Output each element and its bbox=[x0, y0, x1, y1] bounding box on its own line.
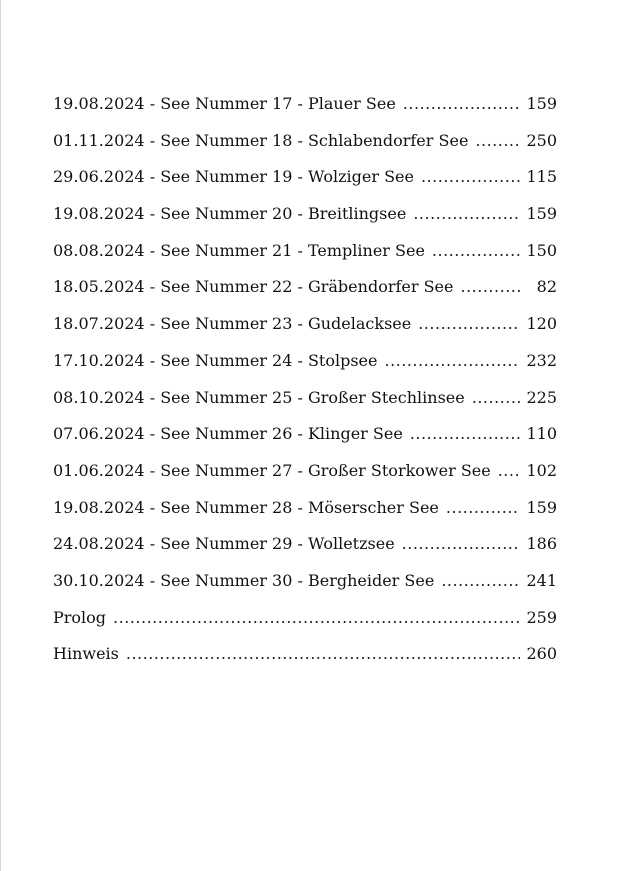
toc-dot-leader bbox=[385, 351, 521, 370]
toc-dot-leader bbox=[475, 131, 520, 150]
toc-entry-label: 08.10.2024 - See Nummer 25 - Großer Stechlinsee bbox=[53, 387, 465, 407]
toc-entry-label: 18.07.2024 - See Nummer 23 - Gudelacksee bbox=[53, 314, 412, 334]
toc-entry bbox=[53, 388, 557, 425]
toc-dot-leader bbox=[472, 388, 521, 407]
toc-page-number: 260 bbox=[526, 644, 557, 664]
toc-entry bbox=[53, 94, 557, 131]
toc-entry bbox=[53, 314, 557, 351]
toc-entry-label: 29.06.2024 - See Nummer 19 - Wolziger See bbox=[53, 167, 414, 187]
toc-entry-label: 08.08.2024 - See Nummer 21 - Templiner See bbox=[53, 240, 425, 260]
toc-entry-label: 24.08.2024 - See Nummer 29 - Wolletzsee bbox=[53, 534, 395, 554]
toc-dot-leader bbox=[418, 314, 520, 333]
toc-page-number: 241 bbox=[526, 570, 557, 590]
toc-page-number: 82 bbox=[536, 277, 557, 297]
toc-entry-label: 19.08.2024 - See Nummer 20 - Breitlingsee bbox=[53, 204, 407, 224]
toc-entry-label: 19.08.2024 - See Nummer 17 - Plauer See bbox=[53, 94, 396, 113]
toc-dot-leader bbox=[432, 241, 521, 260]
toc-entry-label: 30.10.2024 - See Nummer 30 - Bergheider See bbox=[53, 570, 435, 590]
toc-page-number: 159 bbox=[526, 204, 557, 224]
toc-entry bbox=[53, 167, 557, 204]
toc-entry bbox=[53, 498, 557, 535]
toc-entry-label: 17.10.2024 - See Nummer 24 - Stolpsee bbox=[53, 350, 378, 370]
toc-entry bbox=[53, 424, 557, 461]
toc-entry bbox=[53, 241, 557, 278]
toc-dot-leader bbox=[441, 571, 520, 590]
toc-entry bbox=[53, 131, 557, 168]
toc-page-number: 115 bbox=[526, 167, 557, 187]
toc-entry bbox=[53, 644, 557, 681]
toc-entry bbox=[53, 534, 557, 571]
toc-entry bbox=[53, 277, 557, 314]
toc-page-number: 186 bbox=[526, 534, 557, 554]
toc-dot-leader bbox=[126, 644, 521, 663]
toc-dot-leader bbox=[498, 461, 521, 480]
toc-dot-leader bbox=[410, 424, 521, 443]
toc-entry-label: Hinweis bbox=[53, 644, 119, 664]
toc-dot-leader bbox=[461, 277, 524, 296]
toc-dot-leader bbox=[446, 498, 521, 517]
toc-entry bbox=[53, 608, 557, 645]
toc-entry-label: 19.08.2024 - See Nummer 28 - Möserscher See bbox=[53, 497, 439, 517]
toc-page-number: 225 bbox=[526, 387, 557, 407]
toc-dot-leader bbox=[402, 534, 521, 553]
table-of-contents bbox=[53, 94, 557, 681]
toc-entry-label: 01.11.2024 - See Nummer 18 - Schlabendorfer See bbox=[53, 130, 469, 150]
toc-entry bbox=[53, 461, 557, 498]
toc-page-number: 250 bbox=[526, 130, 557, 150]
toc-entry bbox=[53, 571, 557, 608]
toc-page-number: 159 bbox=[526, 94, 557, 113]
toc-entry-label: Prolog bbox=[53, 607, 107, 627]
toc-entry-label: 18.05.2024 - See Nummer 22 - Gräbendorfer See bbox=[53, 277, 454, 297]
toc-page-number: 102 bbox=[526, 460, 557, 480]
toc-dot-leader bbox=[113, 608, 520, 627]
toc-page-number: 120 bbox=[526, 314, 557, 334]
toc-entry-label: 07.06.2024 - See Nummer 26 - Klinger See bbox=[53, 424, 403, 444]
toc-entry bbox=[53, 351, 557, 388]
toc-page-number: 159 bbox=[526, 497, 557, 517]
toc-dot-leader bbox=[421, 167, 520, 186]
toc-page-number: 232 bbox=[526, 350, 557, 370]
toc-page-number: 150 bbox=[526, 240, 557, 260]
toc-entry-label: 01.06.2024 - See Nummer 27 - Großer Storkower See bbox=[53, 460, 491, 480]
toc-dot-leader bbox=[403, 94, 521, 113]
toc-entry bbox=[53, 204, 557, 241]
toc-page-number: 259 bbox=[526, 607, 557, 627]
toc-dot-leader bbox=[413, 204, 520, 223]
toc-page-number: 110 bbox=[526, 424, 557, 444]
